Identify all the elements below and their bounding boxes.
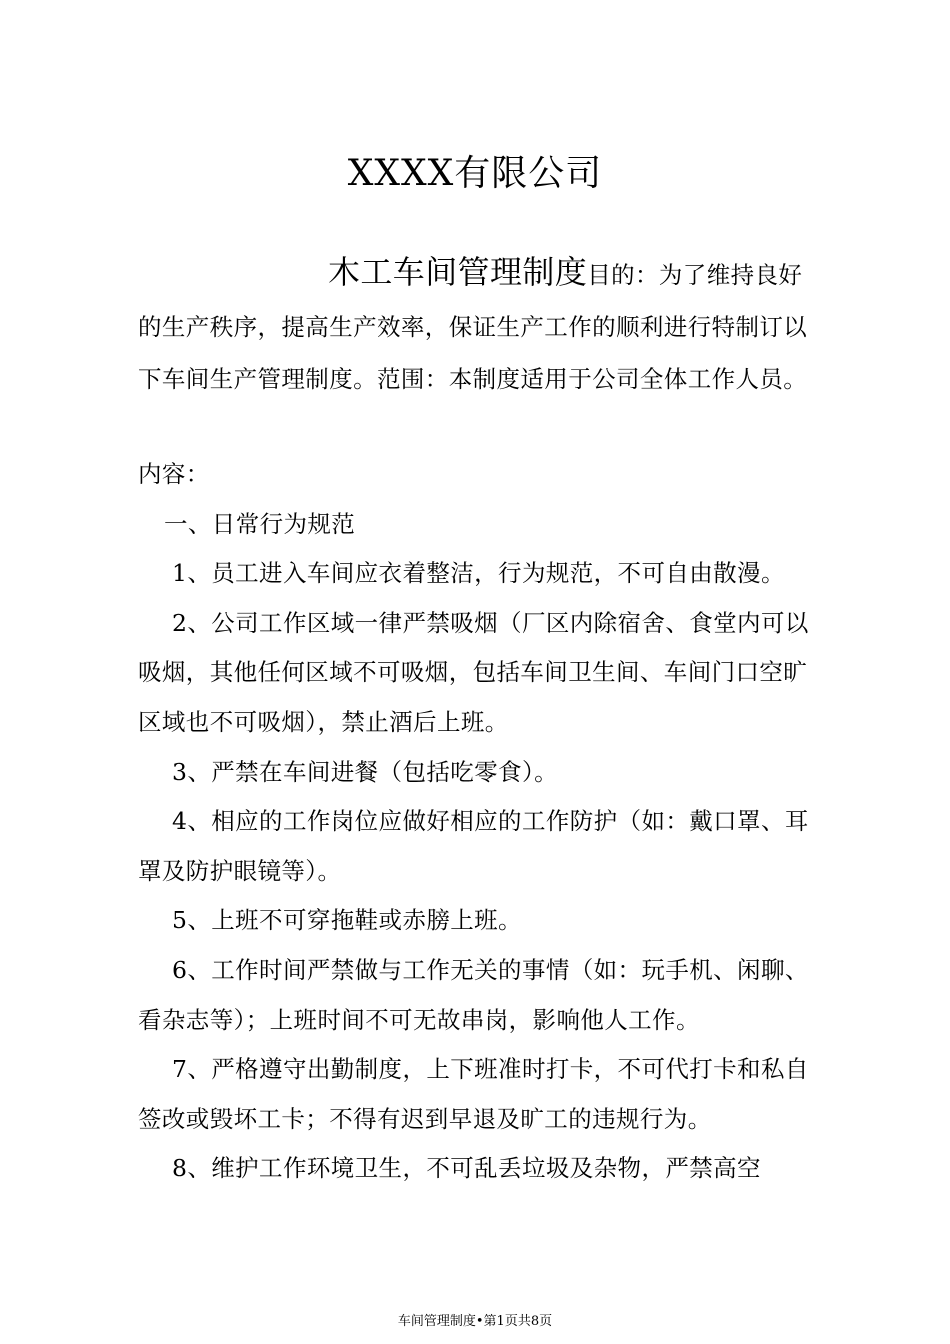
document-body xyxy=(138,450,818,1194)
rule-item-2: 2、公司工作区域一律严禁吸烟（厂区内除宿舍、食堂内可以吸烟，其他任何区域不可吸烟，包括车间卫生间、车间门口空旷区域也不可吸烟），禁止酒后上班。 xyxy=(138,608,809,736)
page-footer: 车间管理制度•第1页共8页 xyxy=(397,1314,553,1329)
section-heading: 一、日常行为规范 xyxy=(164,509,356,538)
intro-text: 目的：为了维持良好的生产秩序，提高生产效率，保证生产工作的顺利进行特制订以下车间生产管理制度。范围：本制度适用于公司全体工作人员。 xyxy=(138,261,808,393)
rule-item-3: 3、严禁在车间进餐（包括吃零食）。 xyxy=(172,757,559,786)
company-title: XXXX有限公司 xyxy=(347,153,603,194)
document-title: 木工车间管理制度 xyxy=(328,253,588,291)
rule-item-1: 1、员工进入车间应衣着整洁，行为规范，不可自由散漫。 xyxy=(172,559,785,588)
rule-item-6: 6、工作时间严禁做与工作无关的事情（如：玩手机、闲聊、看杂志等）；上班时间不可无故串岗，影响他人工作。 xyxy=(138,955,809,1034)
content-label: 内容： xyxy=(138,460,210,488)
rule-item-8: 8、维护工作环境卫生，不可乱丢垃圾及杂物，严禁高空 xyxy=(172,1154,761,1183)
rule-item-4: 4、相应的工作岗位应做好相应的工作防护（如：戴口罩、耳罩及防护眼镜等）。 xyxy=(138,807,809,885)
rule-item-7: 7、严格遵守出勤制度，上下班准时打卡，不可代打卡和私自签改或毁坏工卡；不得有迟到早退及旷工的违规行为。 xyxy=(138,1055,809,1133)
intro-paragraph xyxy=(138,246,810,405)
rule-item-5: 5、上班不可穿拖鞋或赤膀上班。 xyxy=(172,906,522,935)
